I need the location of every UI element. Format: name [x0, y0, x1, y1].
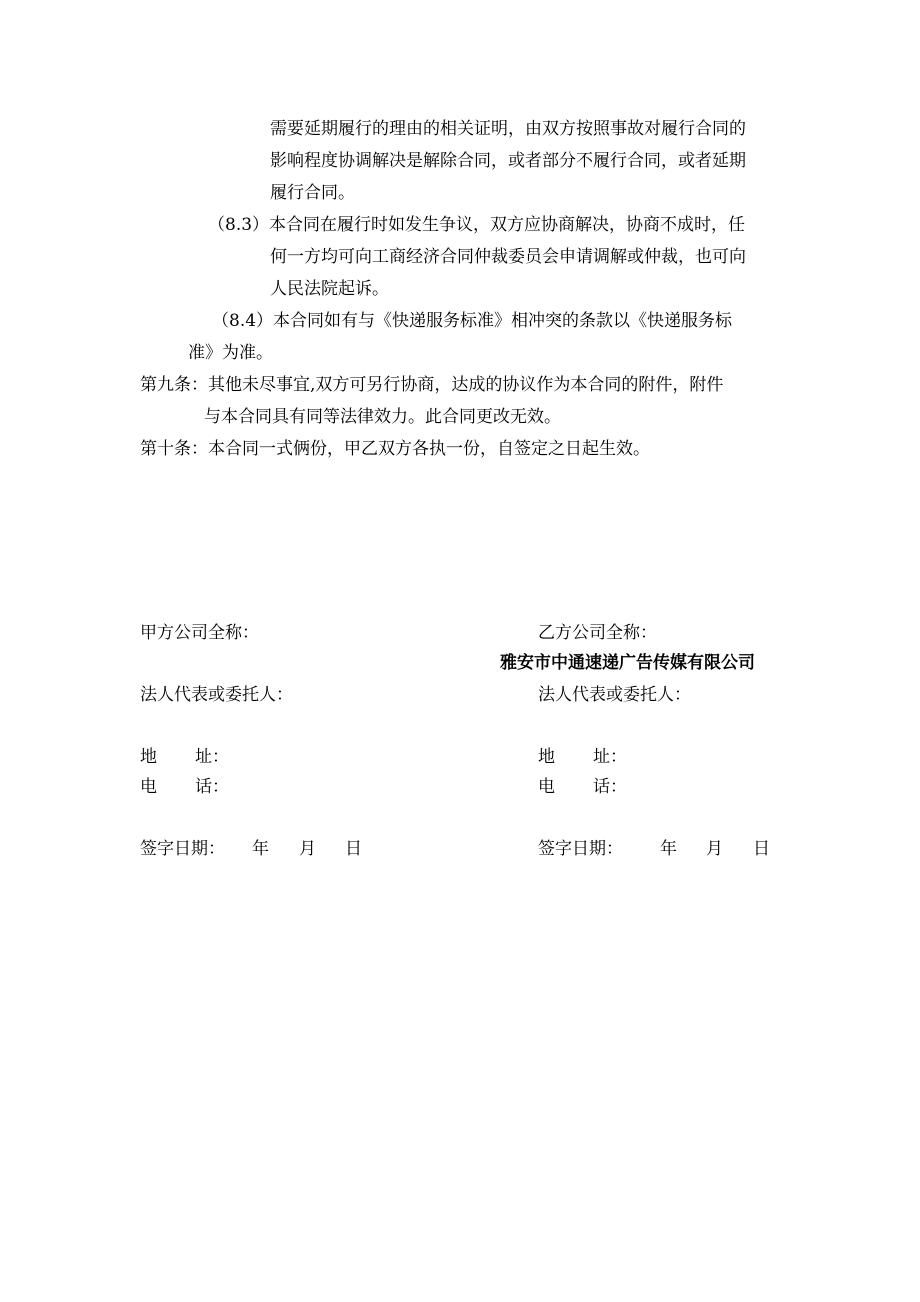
clause-8-2-line-3: 履行合同。: [270, 183, 355, 203]
party-a-phone-char-2: 话：: [195, 777, 229, 797]
party-a-date-label: 签字日期：: [140, 839, 225, 859]
clause-8-2-line-1: 需要延期履行的理由的相关证明，由双方按照事故对履行合同的: [270, 119, 746, 139]
party-b-rep-label: 法人代表或委托人：: [538, 685, 691, 705]
party-b-address-char-1: 地: [538, 747, 555, 767]
party-a-address-char-1: 地: [140, 747, 157, 767]
party-b-address-char-2: 址：: [593, 747, 627, 767]
party-a-date-month: 月: [299, 839, 316, 859]
party-b-date-label: 签字日期：: [538, 839, 623, 859]
party-a-date-day: 日: [345, 839, 362, 859]
party-b-phone-char-1: 电: [538, 777, 555, 797]
clause-8-4-line-1: （8.4）本合同如有与《快递服务标准》相冲突的条款以《快递服务标: [212, 311, 733, 331]
party-a-address-label: [140, 746, 229, 768]
clause-8-4-line-2: 准》为准。: [188, 343, 273, 363]
party-b-phone-label: [538, 776, 627, 798]
party-a-rep-label: 法人代表或委托人：: [140, 685, 293, 705]
party-b-date-day: 日: [753, 839, 770, 859]
party-b-company-label: 乙方公司全称：: [538, 623, 657, 643]
party-b-address-label: [538, 746, 627, 768]
clause-8-3-line-1: （8.3）本合同在履行时如发生争议，双方应协商解决，协商不成时，任: [208, 215, 746, 235]
party-b-phone-char-2: 话：: [593, 777, 627, 797]
party-b-date-year: 年: [660, 839, 677, 859]
party-b-company-name: 雅安市中通速递广告传媒有限公司: [500, 653, 755, 673]
party-a-address-char-2: 址：: [195, 747, 229, 767]
clause-8-3-line-2: 何一方均可向工商经济合同仲裁委员会申请调解或仲裁，也可向: [270, 247, 746, 267]
party-a-phone-label: [140, 776, 229, 798]
article-10: 第十条：本合同一式俩份，甲乙双方各执一份，自签定之日起生效。: [140, 439, 650, 459]
party-a-date-year: 年: [252, 839, 269, 859]
article-9-line-1: 第九条：其他未尽事宜,双方可另行协商，达成的协议作为本合同的附件，附件: [140, 375, 724, 395]
party-a-company-label: 甲方公司全称：: [140, 623, 259, 643]
article-9-line-2: 与本合同具有同等法律效力。此合同更改无效。: [204, 407, 561, 427]
clause-8-2-line-2: 影响程度协调解决是解除合同，或者部分不履行合同，或者延期: [270, 151, 746, 171]
party-b-date-month: 月: [706, 839, 723, 859]
party-a-phone-char-1: 电: [140, 777, 157, 797]
clause-8-3-line-3: 人民法院起诉。: [270, 279, 389, 299]
